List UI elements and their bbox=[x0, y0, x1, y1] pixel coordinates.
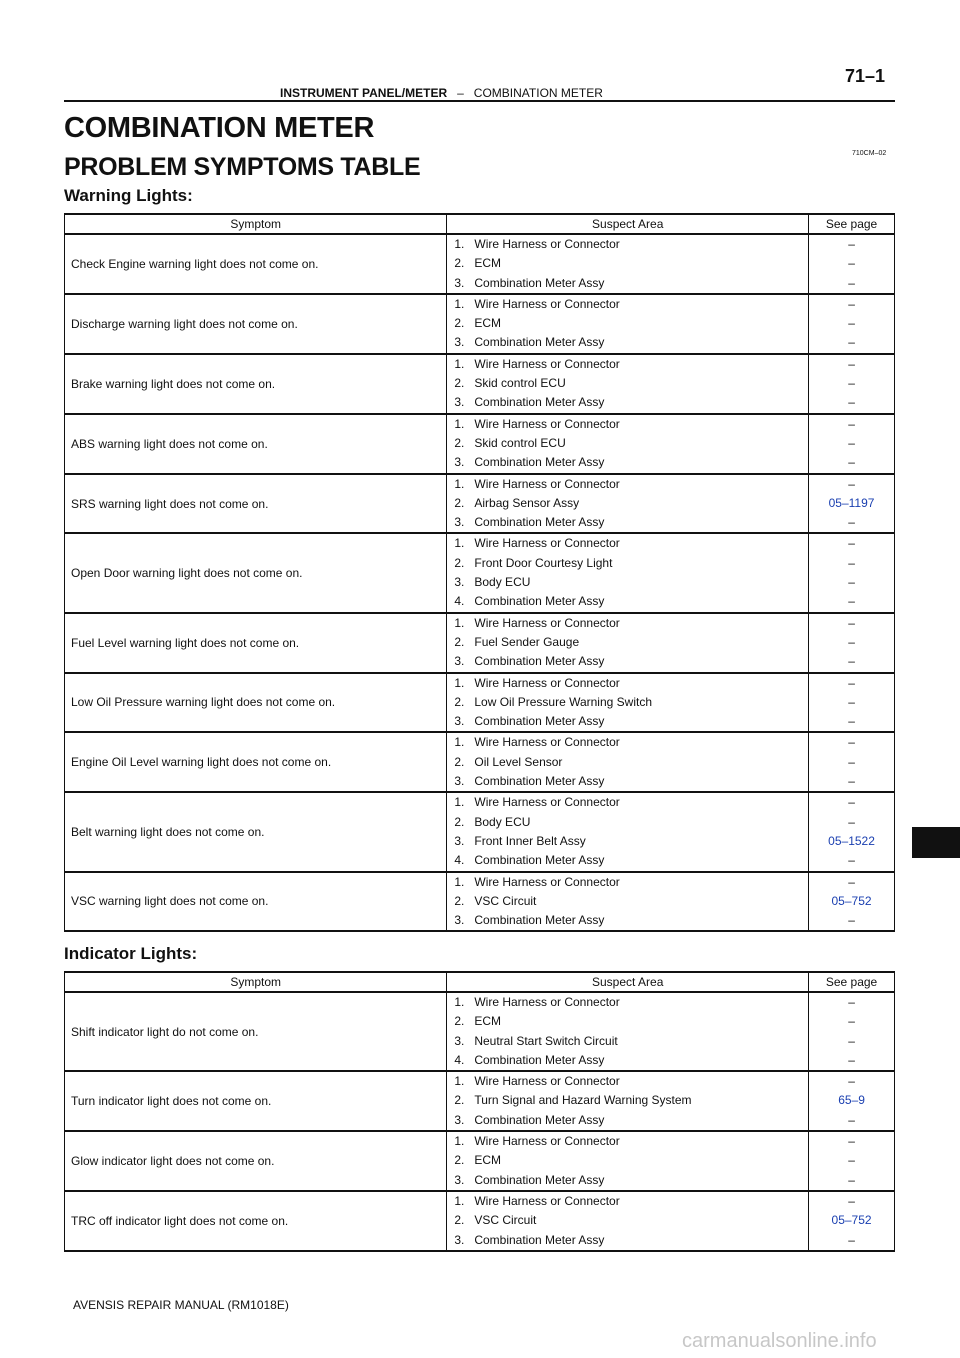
see-page-cell bbox=[809, 1131, 895, 1191]
column-header-see-page: See page bbox=[809, 972, 895, 992]
column-header-symptom: Symptom bbox=[65, 972, 447, 992]
indicator-lights-table bbox=[64, 971, 895, 1252]
item-number: 2. bbox=[454, 1093, 465, 1108]
item-number: 3. bbox=[454, 774, 465, 789]
table-row bbox=[65, 294, 895, 354]
page-reference: – bbox=[848, 654, 855, 669]
suspect-area-item bbox=[454, 712, 808, 731]
see-page-cell bbox=[809, 234, 895, 294]
suspect-area-cell bbox=[447, 792, 809, 871]
symptom-cell: VSC warning light does not come on. bbox=[65, 872, 447, 932]
suspect-area-item bbox=[454, 674, 808, 693]
item-text: Wire Harness or Connector bbox=[474, 1074, 620, 1089]
item-text: Wire Harness or Connector bbox=[474, 1193, 620, 1208]
page-reference: – bbox=[848, 735, 855, 750]
suspect-area-item bbox=[454, 753, 808, 772]
item-number: 2. bbox=[454, 754, 465, 769]
suspect-area-item bbox=[454, 1051, 808, 1070]
column-header-suspect-area: Suspect Area bbox=[447, 214, 809, 234]
table-row bbox=[65, 732, 895, 792]
symptom-cell: SRS warning light does not come on. bbox=[65, 474, 447, 534]
page-reference: – bbox=[848, 1014, 855, 1029]
suspect-area-item bbox=[454, 733, 808, 752]
item-number: 1. bbox=[454, 356, 465, 371]
item-text: Combination Meter Assy bbox=[474, 1232, 605, 1247]
page-reference: – bbox=[848, 316, 855, 331]
suspect-area-item bbox=[454, 534, 808, 553]
page-reference: – bbox=[848, 1232, 855, 1247]
suspect-area-item bbox=[454, 295, 808, 314]
suspect-area-item bbox=[454, 1132, 808, 1151]
warning-lights-heading: Warning Lights: bbox=[64, 186, 193, 205]
section-heading: PROBLEM SYMPTOMS TABLE bbox=[64, 153, 421, 181]
symptom-cell: Brake warning light does not come on. bbox=[65, 354, 447, 414]
see-page-cell bbox=[809, 732, 895, 792]
item-number: 1. bbox=[454, 795, 465, 810]
item-number: 3. bbox=[454, 455, 465, 470]
item-text: Combination Meter Assy bbox=[474, 853, 605, 868]
table-row bbox=[65, 414, 895, 474]
item-number: 1. bbox=[454, 1134, 465, 1149]
item-text: Body ECU bbox=[474, 814, 531, 829]
suspect-area-item bbox=[454, 355, 808, 374]
item-text: Wire Harness or Connector bbox=[474, 536, 620, 551]
item-text: Body ECU bbox=[474, 575, 531, 590]
item-text: Wire Harness or Connector bbox=[474, 237, 620, 251]
suspect-area-item bbox=[454, 393, 808, 412]
item-number: 1. bbox=[454, 296, 465, 311]
table-row bbox=[65, 1071, 895, 1131]
suspect-area-cell bbox=[447, 474, 809, 534]
page-reference: – bbox=[848, 1052, 855, 1067]
page-reference: – bbox=[848, 455, 855, 470]
item-number: 2. bbox=[454, 495, 465, 510]
page-reference: – bbox=[848, 774, 855, 789]
item-text: Fuel Sender Gauge bbox=[474, 634, 580, 649]
section-title: INSTRUMENT PANEL/METER bbox=[280, 86, 448, 100]
item-text: Wire Harness or Connector bbox=[474, 675, 620, 690]
item-number: 1. bbox=[454, 995, 465, 1009]
suspect-area-item bbox=[454, 873, 808, 892]
suspect-area-item bbox=[454, 573, 808, 592]
item-text: VSC Circuit bbox=[474, 1213, 537, 1228]
item-number: 1. bbox=[454, 476, 465, 491]
page-reference: – bbox=[848, 615, 855, 630]
page-reference: – bbox=[848, 356, 855, 371]
symptom-cell: Shift indicator light do not come on. bbox=[65, 992, 447, 1071]
table-row bbox=[65, 992, 895, 1071]
suspect-area-item bbox=[454, 793, 808, 812]
item-text: Combination Meter Assy bbox=[474, 1172, 605, 1187]
item-number: 3. bbox=[454, 1172, 465, 1187]
column-header-suspect-area: Suspect Area bbox=[447, 972, 809, 992]
see-page-cell bbox=[809, 613, 895, 673]
item-text: Combination Meter Assy bbox=[474, 714, 605, 729]
item-number: 3. bbox=[454, 1112, 465, 1127]
item-text: Wire Harness or Connector bbox=[474, 476, 620, 491]
item-number: 2. bbox=[454, 256, 465, 271]
item-number: 3. bbox=[454, 515, 465, 530]
suspect-area-cell bbox=[447, 732, 809, 792]
suspect-area-item bbox=[454, 1091, 808, 1110]
suspect-area-cell bbox=[447, 673, 809, 733]
item-number: 1. bbox=[454, 615, 465, 630]
see-page-cell bbox=[809, 354, 895, 414]
item-text: ECM bbox=[474, 316, 502, 331]
watermark: carmanualsonline.info bbox=[682, 1330, 877, 1352]
table-row bbox=[65, 872, 895, 932]
item-number: 2. bbox=[454, 694, 465, 709]
item-text: Combination Meter Assy bbox=[474, 455, 605, 470]
item-text: Wire Harness or Connector bbox=[474, 416, 620, 431]
suspect-area-item bbox=[454, 633, 808, 652]
item-text: Front Door Courtesy Light bbox=[474, 555, 613, 570]
suspect-area-item bbox=[454, 614, 808, 633]
suspect-area-item bbox=[454, 475, 808, 494]
item-number: 2. bbox=[454, 1014, 465, 1029]
symptom-cell: Check Engine warning light does not come on. bbox=[65, 234, 447, 294]
symptom-cell: Discharge warning light does not come on. bbox=[65, 294, 447, 354]
page-reference-link[interactable]: 05–1522 bbox=[828, 833, 875, 848]
symptom-cell: Turn indicator light does not come on. bbox=[65, 1071, 447, 1131]
suspect-area-item bbox=[454, 314, 808, 333]
item-number: 2. bbox=[454, 1213, 465, 1228]
page-reference-link[interactable]: 05–752 bbox=[831, 893, 872, 908]
item-number: 2. bbox=[454, 376, 465, 391]
page-reference: – bbox=[848, 694, 855, 709]
page-reference: – bbox=[848, 416, 855, 431]
suspect-area-item bbox=[454, 892, 808, 911]
table-header-row bbox=[65, 214, 895, 234]
suspect-area-item bbox=[454, 592, 808, 611]
suspect-area-cell bbox=[447, 294, 809, 354]
item-text: Front Inner Belt Assy bbox=[474, 833, 586, 848]
item-text: VSC Circuit bbox=[474, 893, 537, 908]
table-row bbox=[65, 792, 895, 871]
see-page-cell bbox=[809, 1191, 895, 1251]
table-row bbox=[65, 354, 895, 414]
suspect-area-item bbox=[454, 453, 808, 472]
item-number: 1. bbox=[454, 735, 465, 750]
item-number: 2. bbox=[454, 316, 465, 331]
see-page-cell bbox=[809, 1071, 895, 1131]
item-number: 2. bbox=[454, 814, 465, 829]
item-number: 3. bbox=[454, 395, 465, 410]
table-row bbox=[65, 474, 895, 534]
item-number: 2. bbox=[454, 435, 465, 450]
suspect-area-item bbox=[454, 235, 808, 254]
item-text: Combination Meter Assy bbox=[474, 335, 605, 350]
page-reference: – bbox=[848, 395, 855, 410]
page-reference-link[interactable]: 05–752 bbox=[831, 1213, 872, 1228]
page-reference: – bbox=[848, 1033, 855, 1048]
suspect-area-item bbox=[454, 513, 808, 532]
item-number: 3. bbox=[454, 714, 465, 729]
suspect-area-item bbox=[454, 494, 808, 513]
suspect-area-item bbox=[454, 772, 808, 791]
footer-manual-title: AVENSIS REPAIR MANUAL (RM1018E) bbox=[73, 1298, 289, 1312]
item-number: 2. bbox=[454, 634, 465, 649]
item-text: Airbag Sensor Assy bbox=[474, 495, 580, 510]
page-reference: – bbox=[848, 1172, 855, 1187]
suspect-area-cell bbox=[447, 1071, 809, 1131]
header-separator: – bbox=[457, 86, 464, 100]
indicator-lights-rows bbox=[65, 992, 895, 1251]
item-text: Combination Meter Assy bbox=[474, 913, 605, 928]
item-number: 4. bbox=[454, 1052, 465, 1067]
page-reference: – bbox=[848, 675, 855, 690]
page-reference: – bbox=[848, 575, 855, 590]
page-reference: – bbox=[848, 515, 855, 530]
item-text: ECM bbox=[474, 1153, 501, 1168]
page-number: 71–1 bbox=[845, 66, 886, 86]
suspect-area-cell bbox=[447, 354, 809, 414]
table-row bbox=[65, 234, 895, 294]
page-reference-link[interactable]: 65–9 bbox=[838, 1093, 865, 1108]
page-reference: – bbox=[848, 296, 855, 311]
see-page-cell bbox=[809, 872, 895, 932]
item-text: Wire Harness or Connector bbox=[474, 874, 620, 889]
item-text: Skid control ECU bbox=[474, 435, 566, 450]
item-text: Wire Harness or Connector bbox=[474, 795, 620, 810]
column-header-symptom: Symptom bbox=[65, 214, 447, 234]
suspect-area-cell bbox=[447, 234, 809, 294]
item-text: Combination Meter Assy bbox=[474, 774, 605, 789]
page-reference: – bbox=[848, 435, 855, 450]
suspect-area-item bbox=[454, 333, 808, 352]
suspect-area-item bbox=[454, 1192, 808, 1211]
suspect-area-cell bbox=[447, 872, 809, 932]
page-reference: – bbox=[848, 1074, 855, 1089]
item-text: Wire Harness or Connector bbox=[474, 735, 620, 750]
page-reference: – bbox=[848, 555, 855, 570]
item-number: 1. bbox=[454, 237, 465, 251]
item-number: 3. bbox=[454, 913, 465, 928]
page-reference: – bbox=[848, 237, 855, 251]
symptom-cell: Low Oil Pressure warning light does not come on. bbox=[65, 673, 447, 733]
see-page-cell bbox=[809, 294, 895, 354]
suspect-area-item bbox=[454, 993, 808, 1012]
page-reference: – bbox=[848, 634, 855, 649]
item-number: 1. bbox=[454, 416, 465, 431]
suspect-area-item bbox=[454, 1211, 808, 1230]
symptom-cell: ABS warning light does not come on. bbox=[65, 414, 447, 474]
page-reference: – bbox=[848, 376, 855, 391]
suspect-area-item bbox=[454, 652, 808, 671]
suspect-area-item bbox=[454, 374, 808, 393]
item-number: 1. bbox=[454, 1074, 465, 1089]
symptom-cell: Open Door warning light does not come on. bbox=[65, 533, 447, 612]
item-number: 1. bbox=[454, 874, 465, 889]
header-rule bbox=[64, 100, 895, 102]
item-number: 1. bbox=[454, 536, 465, 551]
item-number: 3. bbox=[454, 335, 465, 350]
symptom-cell: Belt warning light does not come on. bbox=[65, 792, 447, 871]
item-number: 3. bbox=[454, 275, 465, 290]
page-reference: – bbox=[848, 913, 855, 928]
table-row bbox=[65, 1191, 895, 1251]
suspect-area-item bbox=[454, 554, 808, 573]
suspect-area-item bbox=[454, 813, 808, 832]
suspect-area-cell bbox=[447, 1191, 809, 1251]
item-text: Neutral Start Switch Circuit bbox=[474, 1033, 618, 1048]
see-page-cell bbox=[809, 533, 895, 612]
table-row bbox=[65, 613, 895, 673]
item-text: ECM bbox=[474, 256, 502, 271]
page-reference: – bbox=[848, 1134, 855, 1149]
item-number: 2. bbox=[454, 893, 465, 908]
see-page-cell bbox=[809, 673, 895, 733]
suspect-area-cell bbox=[447, 533, 809, 612]
suspect-area-cell bbox=[447, 414, 809, 474]
column-header-see-page: See page bbox=[809, 214, 895, 234]
suspect-area-item bbox=[454, 1151, 808, 1170]
page-reference: – bbox=[848, 275, 855, 290]
suspect-area-item bbox=[454, 1072, 808, 1091]
item-text: Combination Meter Assy bbox=[474, 1052, 605, 1067]
item-text: Combination Meter Assy bbox=[474, 395, 605, 410]
table-row bbox=[65, 673, 895, 733]
page-reference: – bbox=[848, 874, 855, 889]
suspect-area-item bbox=[454, 1012, 808, 1031]
suspect-area-item bbox=[454, 832, 808, 851]
item-number: 3. bbox=[454, 1033, 465, 1048]
suspect-area-item bbox=[454, 1231, 808, 1250]
page-reference: – bbox=[848, 476, 855, 491]
item-text: Combination Meter Assy bbox=[474, 1112, 605, 1127]
suspect-area-cell bbox=[447, 1131, 809, 1191]
warning-lights-rows bbox=[65, 234, 895, 931]
page-reference: – bbox=[848, 594, 855, 609]
item-number: 4. bbox=[454, 853, 465, 868]
symptom-cell: Glow indicator light does not come on. bbox=[65, 1131, 447, 1191]
suspect-area-item bbox=[454, 1111, 808, 1130]
page-reference: – bbox=[848, 814, 855, 829]
page-reference: – bbox=[848, 995, 855, 1009]
subsection-title: COMBINATION METER bbox=[473, 86, 603, 100]
item-text: Low Oil Pressure Warning Switch bbox=[474, 694, 652, 709]
suspect-area-item bbox=[454, 911, 808, 930]
item-text: Skid control ECU bbox=[474, 376, 566, 391]
item-text: Turn Signal and Hazard Warning System bbox=[474, 1093, 692, 1108]
item-number: 3. bbox=[454, 575, 465, 590]
section-edge-tab bbox=[912, 827, 960, 858]
item-text: Combination Meter Assy bbox=[474, 275, 605, 290]
suspect-area-item bbox=[454, 415, 808, 434]
item-text: Wire Harness or Connector bbox=[474, 995, 620, 1009]
page-reference: – bbox=[848, 795, 855, 810]
see-page-cell bbox=[809, 792, 895, 871]
suspect-area-item bbox=[454, 693, 808, 712]
item-text: Wire Harness or Connector bbox=[474, 1134, 620, 1149]
item-text: Oil Level Sensor bbox=[474, 754, 563, 769]
suspect-area-item bbox=[454, 274, 808, 293]
running-header bbox=[280, 86, 603, 100]
see-page-cell bbox=[809, 992, 895, 1071]
symptom-cell: Engine Oil Level warning light does not come on. bbox=[65, 732, 447, 792]
item-number: 3. bbox=[454, 1232, 465, 1247]
suspect-area-item bbox=[454, 254, 808, 273]
suspect-area-cell bbox=[447, 613, 809, 673]
table-row bbox=[65, 533, 895, 612]
item-text: Combination Meter Assy bbox=[474, 594, 605, 609]
item-text: Wire Harness or Connector bbox=[474, 296, 620, 311]
suspect-area-cell bbox=[447, 992, 809, 1071]
see-page-cell bbox=[809, 414, 895, 474]
suspect-area-item bbox=[454, 1032, 808, 1051]
see-page-cell bbox=[809, 474, 895, 534]
item-number: 2. bbox=[454, 555, 465, 570]
page-reference: – bbox=[848, 536, 855, 551]
item-number: 1. bbox=[454, 1193, 465, 1208]
suspect-area-item bbox=[454, 434, 808, 453]
item-text: Combination Meter Assy bbox=[474, 515, 605, 530]
item-text: Combination Meter Assy bbox=[474, 654, 605, 669]
page-title: COMBINATION METER bbox=[64, 112, 375, 144]
suspect-area-item bbox=[454, 851, 808, 870]
warning-lights-table bbox=[64, 213, 895, 932]
page-reference-link[interactable]: 05–1197 bbox=[828, 495, 875, 510]
symptom-cell: Fuel Level warning light does not come on. bbox=[65, 613, 447, 673]
item-text: Wire Harness or Connector bbox=[474, 356, 620, 371]
page-reference: – bbox=[848, 714, 855, 729]
suspect-area-item bbox=[454, 1171, 808, 1190]
page-reference: – bbox=[848, 1153, 855, 1168]
table-header-row bbox=[65, 972, 895, 992]
item-text: ECM bbox=[474, 1014, 501, 1029]
page-reference: – bbox=[848, 754, 855, 769]
table-row bbox=[65, 1131, 895, 1191]
page-reference: – bbox=[848, 853, 855, 868]
item-number: 3. bbox=[454, 833, 465, 848]
page-reference: – bbox=[848, 1112, 855, 1127]
item-number: 2. bbox=[454, 1153, 465, 1168]
item-number: 3. bbox=[454, 654, 465, 669]
page-reference: – bbox=[848, 1193, 855, 1208]
item-number: 4. bbox=[454, 594, 465, 609]
item-number: 1. bbox=[454, 675, 465, 690]
page-reference: – bbox=[848, 335, 855, 350]
indicator-lights-heading: Indicator Lights: bbox=[64, 944, 198, 963]
page-reference: – bbox=[848, 256, 855, 271]
symptom-cell: TRC off indicator light does not come on. bbox=[65, 1191, 447, 1251]
document-code: 710CM–02 bbox=[852, 150, 887, 157]
item-text: Wire Harness or Connector bbox=[474, 615, 620, 630]
